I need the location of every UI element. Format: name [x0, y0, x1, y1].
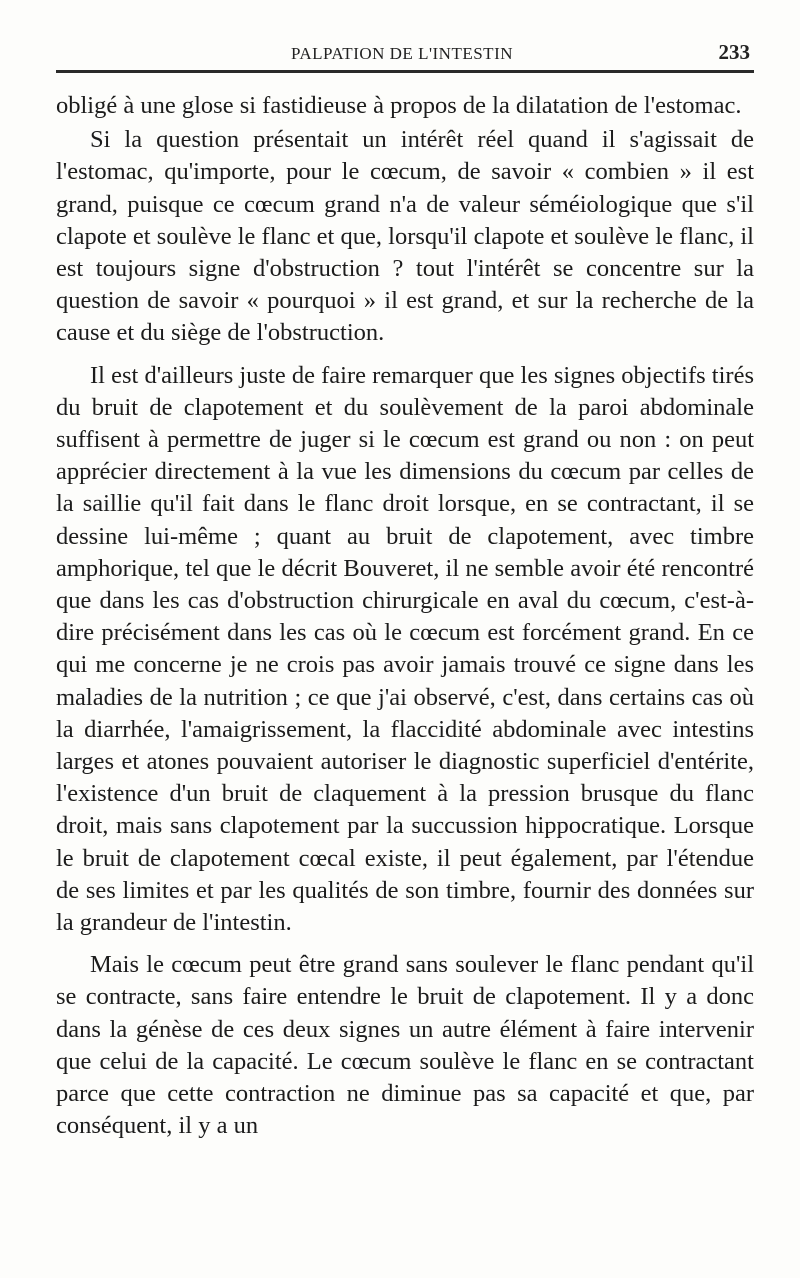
paragraph: Mais le cœcum peut être grand sans soulever le flanc pendant qu'il se contracte, sans faire entendre le bruit de clapotement. Il y a donc dans la génèse de ces deux signes un autre élément à faire intervenir que celui de la capacité. Le cœcum soulève le flanc en se contractant parce que cette contraction ne diminue pas sa capacité et que, par conséquent, il y a un: [56, 951, 754, 1140]
body-text: [56, 90, 754, 1143]
running-head: [52, 40, 752, 70]
header-rule: [56, 70, 754, 73]
paragraph-continuation: obligé à une glose si fastidieuse à propos de la dilatation de l'estomac.: [56, 92, 742, 119]
paragraph: Il est d'ailleurs juste de faire remarquer que les signes objectifs tirés du bruit de clapotement et du soulèvement de la paroi abdominale suffisent à permettre de juger si le cœcum est grand ou non : on peut apprécier directement à la vue les dimensions du cœcum par celles de la saillie qu'il fait dans le flanc droit lorsque, en se contractant, il se dessine lui-même ; quant au bruit de clapotement, avec timbre amphorique, tel que le décrit Bouveret, il ne semble avoir été rencontré que dans les cas d'obstruction chirurgicale en aval du cœcum, c'est-à-dire précisément dans les cas où le cœcum est forcément grand. En ce qui me concerne je ne crois pas avoir jamais trouvé ce signe dans les maladies de la nutrition ; ce que j'ai observé, c'est, dans certains cas où la diarrhée, l'amaigrissement, la flaccidité abdominale avec intestins larges et atones pouvaient autoriser le diagnostic superficiel d'entérite, l'existence d'un bruit de claquement à la pression brusque du flanc droit, mais sans clapotement par la succussion hippocratique. Lorsque le bruit de clapotement cœcal existe, il peut également, par l'étendue de ses limites et par les qualités de son timbre, fournir des données sur la grandeur de l'intestin.: [56, 361, 754, 937]
page-number: 233: [718, 40, 750, 64]
paragraph: Si la question présentait un intérêt réel quand il s'agissait de l'estomac, qu'importe, pour le cœcum, de savoir « combien » il est grand, puisque ce cœcum grand n'a de valeur séméiologique que s'il clapote et soulève le flanc et que, lorsqu'il clapote et soulève le flanc, il est toujours signe d'obstruction ? tout l'intérêt se concentre sur la question de savoir « pourquoi » il est grand, et sur la recherche de la cause et du siège de l'obstruction.: [56, 126, 754, 347]
running-title: PALPATION DE L'INTESTIN: [290, 44, 514, 63]
